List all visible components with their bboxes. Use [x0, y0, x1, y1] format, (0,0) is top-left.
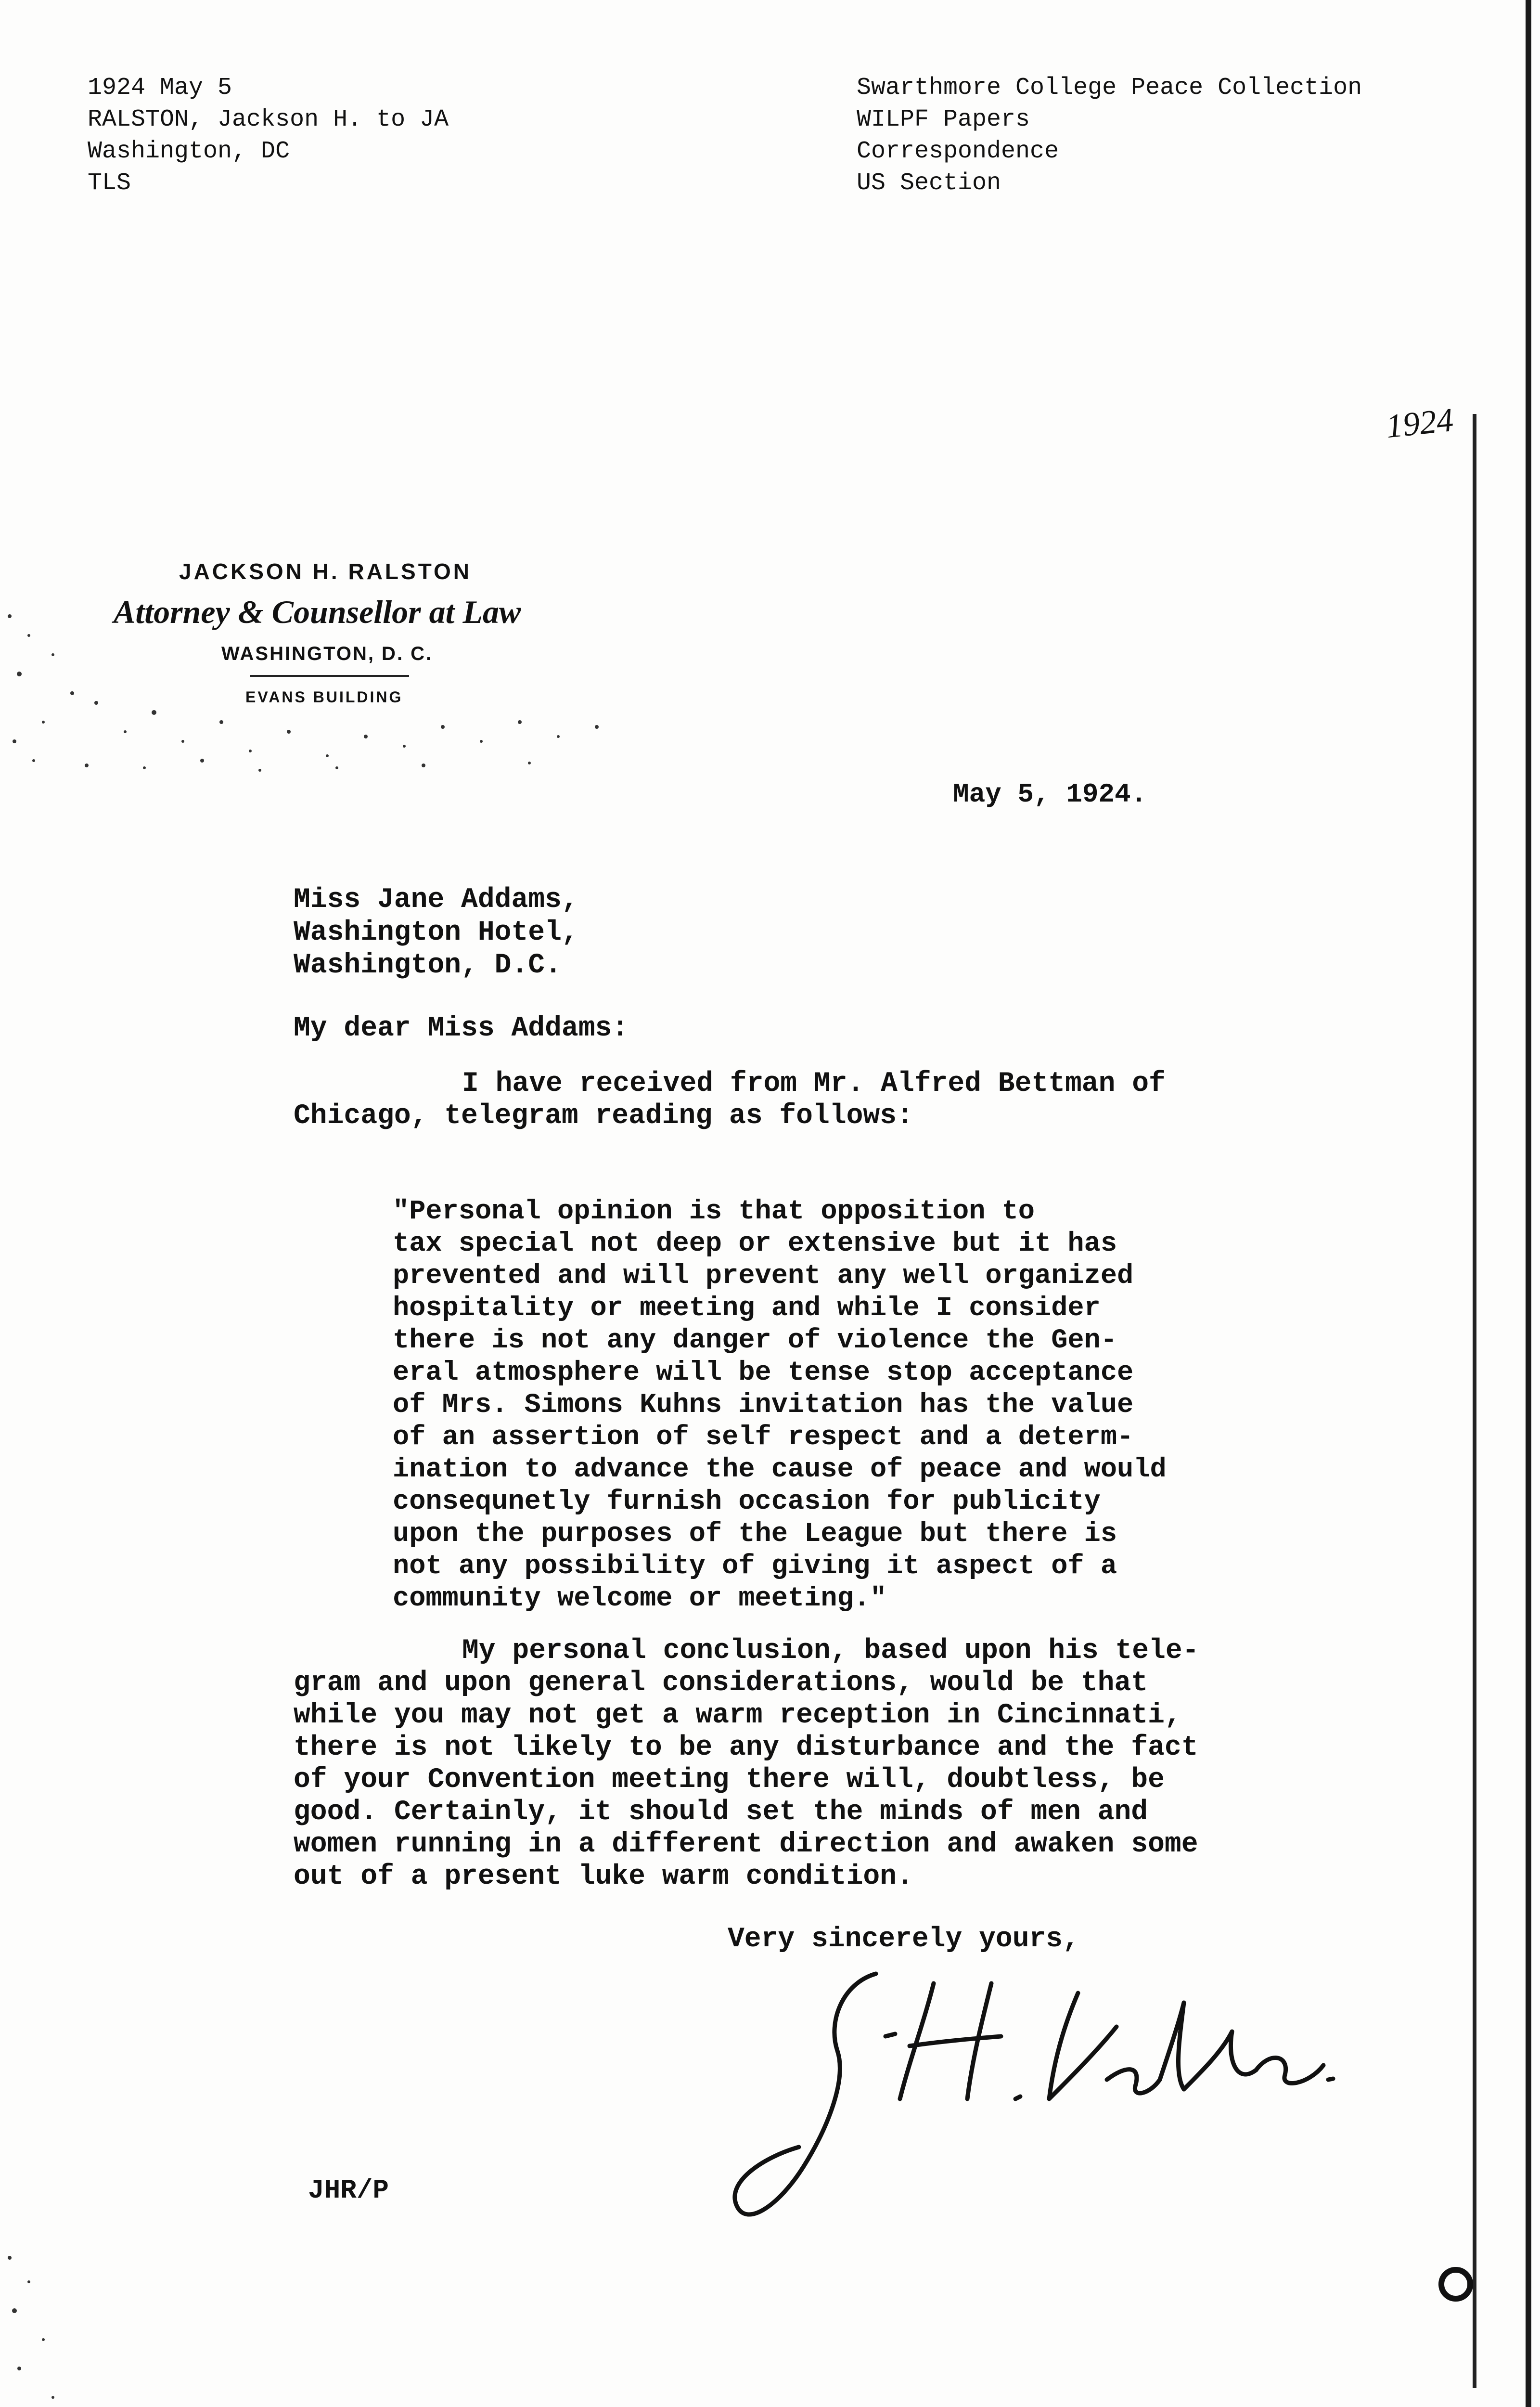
quote-line: community welcome or meeting." [393, 1583, 887, 1614]
paragraph-line: good. Certainly, it should set the minds of men and [294, 1797, 1148, 1828]
archive-correspondents: RALSTON, Jackson H. to JA [88, 106, 449, 133]
margin-year-note: 1924 [1384, 401, 1455, 446]
edge-speckles [0, 2243, 116, 2407]
collection-section: US Section [857, 169, 1001, 197]
letterhead-city: WASHINGTON, D. C. [221, 643, 433, 664]
paragraph-line: gram and upon general considerations, would be that [294, 1668, 1148, 1699]
letterhead-building: EVANS BUILDING [245, 688, 403, 706]
letterhead-title: Attorney & Counsellor at Law [114, 594, 521, 630]
scan-edge [1526, 0, 1531, 2407]
recipient-name: Miss Jane Addams, [294, 884, 578, 916]
collection-series: WILPF Papers [857, 106, 1030, 133]
quote-line: upon the purposes of the League but there is [393, 1519, 1117, 1550]
archive-citation [88, 72, 449, 199]
archive-collection [857, 72, 1362, 199]
quote-line: not any possibility of giving it aspect of a [393, 1551, 1117, 1582]
typist-initials: JHR/P [308, 2175, 389, 2206]
archive-doc-type: TLS [88, 169, 131, 197]
paragraph-conclusion [294, 1635, 1323, 1893]
quote-line: eral atmosphere will be tense stop acceptance [393, 1358, 1134, 1388]
recipient-city: Washington, D.C. [294, 950, 562, 981]
recipient-hotel: Washington Hotel, [294, 917, 578, 948]
paragraph-line: while you may not get a warm reception in Cincinnati, [294, 1700, 1181, 1731]
paragraph-intro [294, 1068, 1323, 1132]
handwritten-signature [683, 1954, 1357, 2243]
archive-date: 1924 May 5 [88, 74, 232, 102]
letterhead-rule [250, 675, 409, 677]
closing: Very sincerely yours, [728, 1924, 1079, 1955]
margin-rule [1473, 414, 1476, 2388]
paragraph-line: Chicago, telegram reading as follows: [294, 1100, 913, 1132]
quote-line: prevented and will prevent any well organized [393, 1261, 1134, 1292]
collection-subseries: Correspondence [857, 138, 1059, 165]
quote-line: of an assertion of self respect and a determ- [393, 1422, 1134, 1453]
telegram-quote [393, 1196, 1167, 1615]
collection-name: Swarthmore College Peace Collection [857, 74, 1362, 102]
recipient-address [294, 884, 578, 982]
paragraph-line: of your Convention meeting there will, doubtless, be [294, 1764, 1165, 1796]
quote-line: hospitality or meeting and while I consider [393, 1293, 1101, 1324]
quote-line: of Mrs. Simons Kuhns invitation has the value [393, 1390, 1134, 1421]
quote-line: ination to advance the cause of peace and would [393, 1454, 1167, 1485]
letter-date: May 5, 1924. [953, 779, 1147, 810]
quote-line: tax special not deep or extensive but it has [393, 1229, 1117, 1259]
paragraph-line: women running in a different direction and awaken some [294, 1829, 1198, 1860]
paragraph-line: out of a present luke warm condition. [294, 1861, 913, 1892]
paragraph-line: My personal conclusion, based upon his tele- [462, 1635, 1199, 1667]
salutation: My dear Miss Addams: [294, 1013, 629, 1044]
paragraph-line: there is not likely to be any disturbance and the fact [294, 1732, 1198, 1763]
quote-line: consequnetly furnish occasion for publicity [393, 1487, 1101, 1517]
paragraph-line: I have received from Mr. Alfred Bettman of [462, 1068, 1166, 1100]
corner-hole-mark [1434, 2263, 1477, 2306]
quote-line: "Personal opinion is that opposition to [393, 1196, 1035, 1227]
letterhead-name: JACKSON H. RALSTON [179, 559, 472, 584]
quote-line: there is not any danger of violence the Gen- [393, 1325, 1117, 1356]
archive-place: Washington, DC [88, 138, 290, 165]
